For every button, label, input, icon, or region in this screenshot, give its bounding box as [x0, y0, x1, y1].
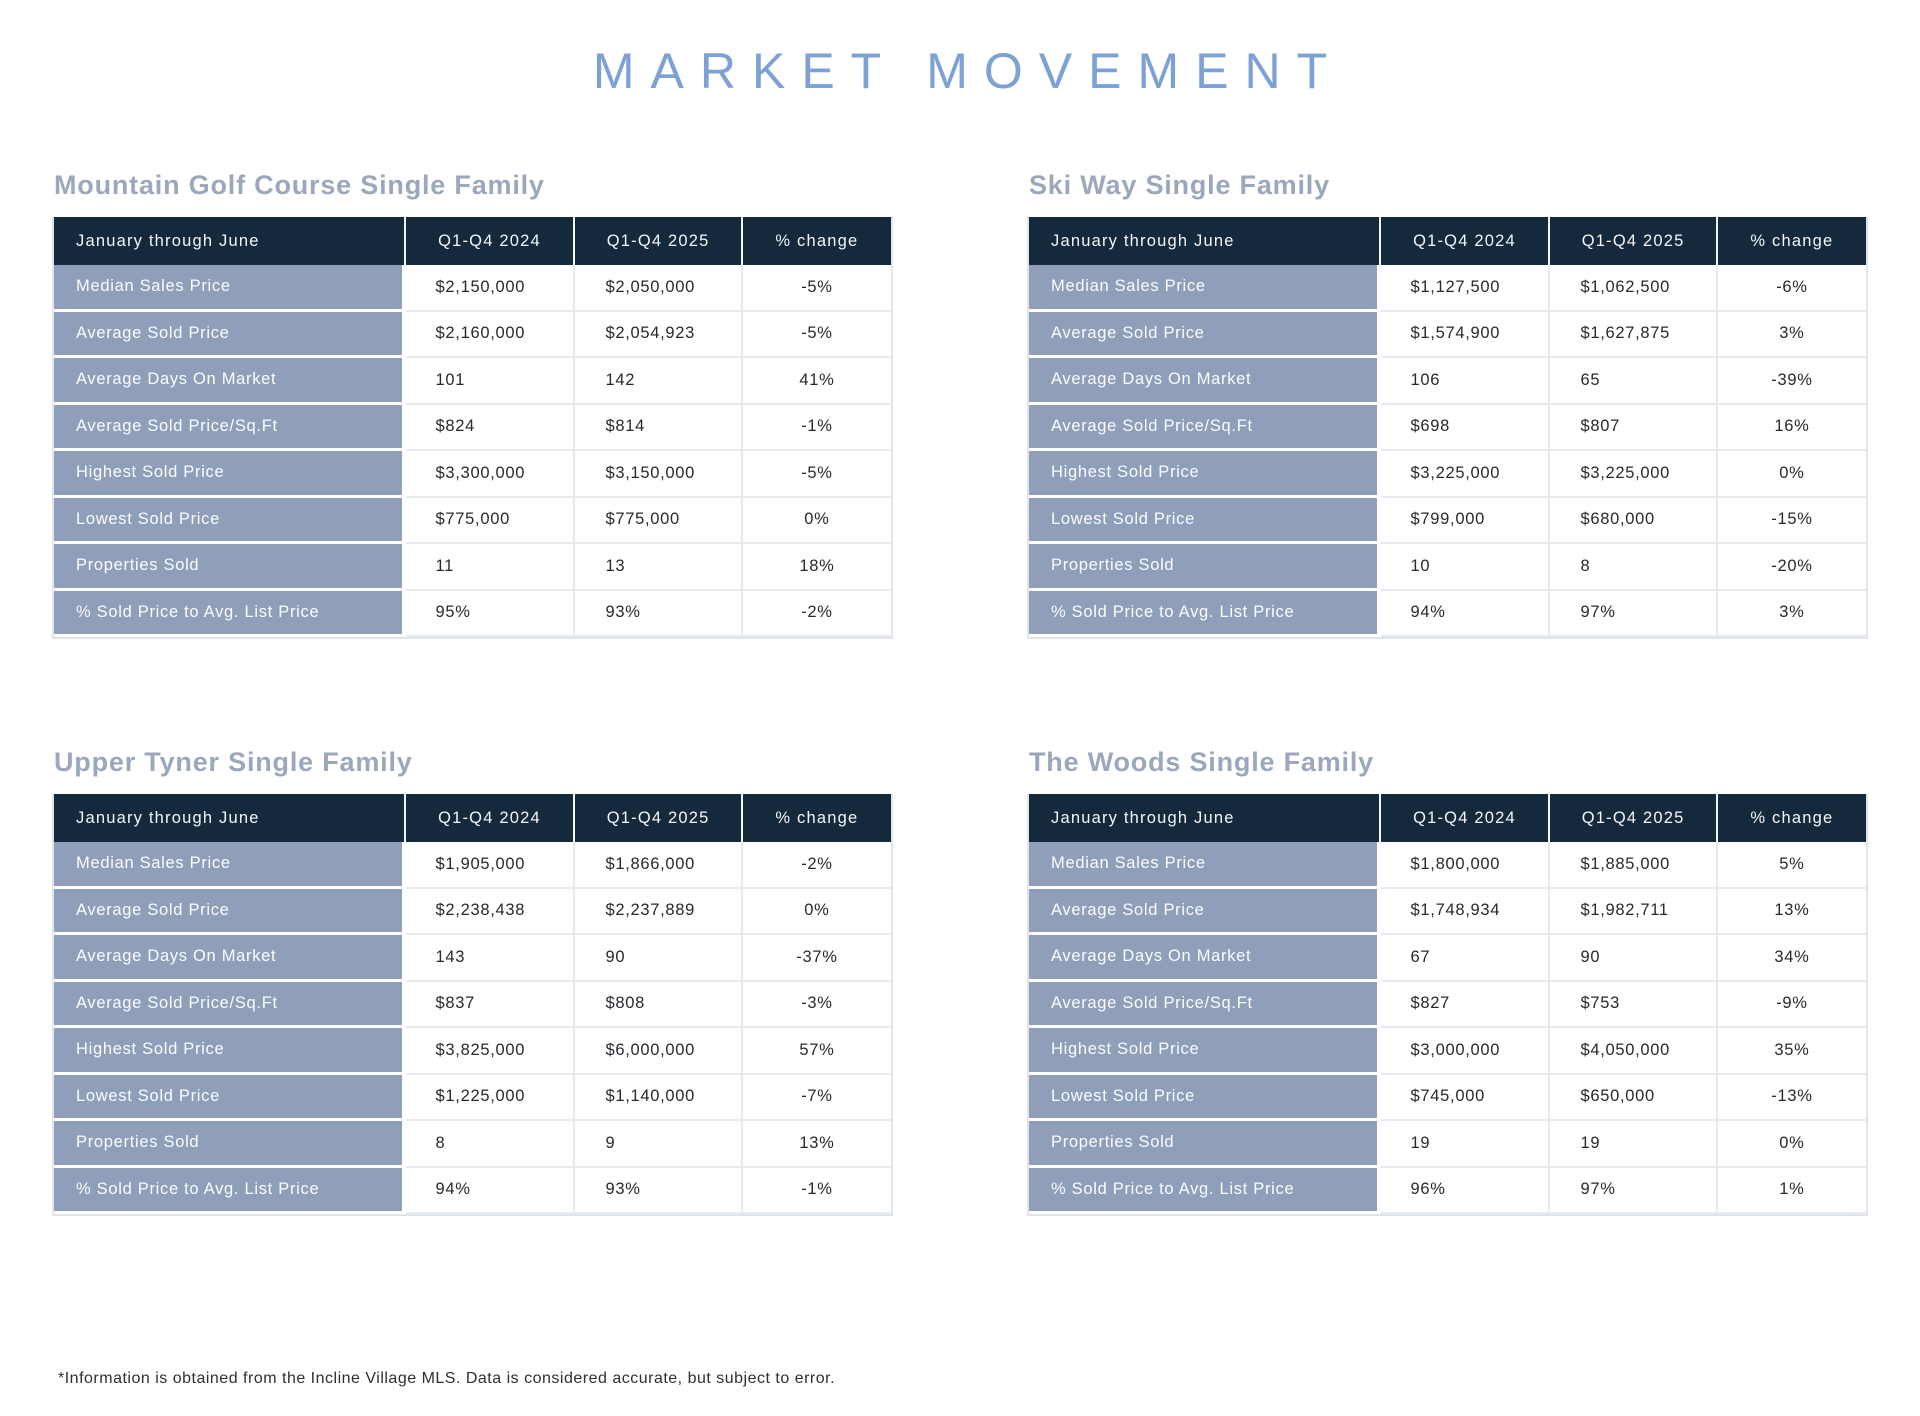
row-label-cell: Highest Sold Price	[1029, 451, 1381, 498]
table-row	[1029, 265, 1866, 312]
value-2025-cell: 90	[1550, 935, 1717, 982]
row-label-cell: Properties Sold	[1029, 1121, 1381, 1168]
value-2024-cell: 143	[406, 935, 576, 982]
value-2025-cell: 93%	[575, 591, 742, 638]
pct-change-cell: 1%	[1718, 1168, 1866, 1215]
value-2024-cell: $2,238,438	[406, 889, 576, 936]
table-row	[54, 982, 891, 1029]
value-2025-cell: 142	[575, 358, 742, 405]
value-2024-cell: $3,225,000	[1381, 451, 1551, 498]
row-label-cell: Average Days On Market	[54, 935, 406, 982]
pct-change-cell: 0%	[743, 889, 891, 936]
value-2024-cell: $1,800,000	[1381, 842, 1551, 889]
row-label-cell: Properties Sold	[1029, 544, 1381, 591]
value-2024-cell: 106	[1381, 358, 1551, 405]
row-label-cell: Average Days On Market	[1029, 935, 1381, 982]
pct-change-cell: 57%	[743, 1028, 891, 1075]
row-label-cell: Median Sales Price	[1029, 265, 1381, 312]
table-row	[54, 1075, 891, 1122]
table-row	[54, 265, 891, 312]
row-label-cell: Average Sold Price	[1029, 889, 1381, 936]
value-2025-cell: $1,885,000	[1550, 842, 1717, 889]
table-row	[1029, 1028, 1866, 1075]
row-label-cell: Average Sold Price	[54, 889, 406, 936]
value-2025-cell: $1,062,500	[1550, 265, 1717, 312]
row-label-cell: Properties Sold	[54, 544, 406, 591]
pct-change-cell: -5%	[743, 451, 891, 498]
value-2024-cell: 94%	[406, 1168, 576, 1215]
value-2025-cell: 90	[575, 935, 742, 982]
pct-change-cell: 35%	[1718, 1028, 1866, 1075]
table-row	[54, 1028, 891, 1075]
table-header-row	[54, 217, 891, 265]
pct-change-cell: -15%	[1718, 498, 1866, 545]
value-2025-cell: $650,000	[1550, 1075, 1717, 1122]
pct-change-cell: -5%	[743, 265, 891, 312]
pct-change-cell: 0%	[1718, 451, 1866, 498]
row-label-cell: Highest Sold Price	[54, 1028, 406, 1075]
table-row	[54, 935, 891, 982]
pct-change-cell: -2%	[743, 591, 891, 638]
pct-change-cell: -13%	[1718, 1075, 1866, 1122]
row-label-cell: % Sold Price to Avg. List Price	[1029, 1168, 1381, 1215]
value-2025-cell: $1,982,711	[1550, 889, 1717, 936]
value-2024-cell: 94%	[1381, 591, 1551, 638]
value-2025-cell: 19	[1550, 1121, 1717, 1168]
value-2024-cell: $1,225,000	[406, 1075, 576, 1122]
section-heading: Upper Tyner Single Family	[54, 747, 413, 777]
data-table	[1027, 794, 1868, 1216]
data-table	[52, 794, 893, 1216]
column-header-2025: Q1-Q4 2025	[575, 217, 742, 265]
value-2025-cell: 93%	[575, 1168, 742, 1215]
table-header-row	[1029, 794, 1866, 842]
value-2025-cell: $6,000,000	[575, 1028, 742, 1075]
value-2024-cell: $3,000,000	[1381, 1028, 1551, 1075]
table-section-ski-way	[1027, 170, 1868, 639]
row-label-cell: Median Sales Price	[54, 265, 406, 312]
value-2025-cell: $1,627,875	[1550, 312, 1717, 359]
pct-change-cell: -6%	[1718, 265, 1866, 312]
table-row	[1029, 451, 1866, 498]
column-header-period: January through June	[54, 794, 406, 842]
value-2024-cell: 67	[1381, 935, 1551, 982]
value-2024-cell: $1,574,900	[1381, 312, 1551, 359]
value-2024-cell: 10	[1381, 544, 1551, 591]
value-2024-cell: $799,000	[1381, 498, 1551, 545]
table-row	[1029, 591, 1866, 638]
value-2025-cell: $4,050,000	[1550, 1028, 1717, 1075]
pct-change-cell: -9%	[1718, 982, 1866, 1029]
value-2025-cell: $3,150,000	[575, 451, 742, 498]
row-label-cell: Average Sold Price/Sq.Ft	[54, 982, 406, 1029]
pct-change-cell: 13%	[743, 1121, 891, 1168]
value-2024-cell: 8	[406, 1121, 576, 1168]
value-2025-cell: 13	[575, 544, 742, 591]
value-2024-cell: $1,748,934	[1381, 889, 1551, 936]
value-2025-cell: 97%	[1550, 591, 1717, 638]
column-header-change: % change	[1718, 217, 1866, 265]
table-row	[1029, 889, 1866, 936]
value-2025-cell: $3,225,000	[1550, 451, 1717, 498]
pct-change-cell: -20%	[1718, 544, 1866, 591]
table-row	[1029, 358, 1866, 405]
pct-change-cell: 5%	[1718, 842, 1866, 889]
column-header-period: January through June	[1029, 217, 1381, 265]
row-label-cell: Average Sold Price/Sq.Ft	[54, 405, 406, 452]
value-2024-cell: 96%	[1381, 1168, 1551, 1215]
value-2025-cell: $1,140,000	[575, 1075, 742, 1122]
value-2025-cell: $2,054,923	[575, 312, 742, 359]
row-label-cell: % Sold Price to Avg. List Price	[1029, 591, 1381, 638]
value-2024-cell: 19	[1381, 1121, 1551, 1168]
table-row	[54, 358, 891, 405]
value-2024-cell: $3,825,000	[406, 1028, 576, 1075]
table-row	[54, 1168, 891, 1215]
data-table	[52, 217, 893, 639]
column-header-period: January through June	[1029, 794, 1381, 842]
column-header-period: January through June	[54, 217, 406, 265]
value-2024-cell: 95%	[406, 591, 576, 638]
row-label-cell: Median Sales Price	[1029, 842, 1381, 889]
value-2024-cell: 11	[406, 544, 576, 591]
pct-change-cell: -39%	[1718, 358, 1866, 405]
pct-change-cell: 3%	[1718, 312, 1866, 359]
page-title: MARKET MOVEMENT	[592, 43, 1344, 99]
pct-change-cell: 13%	[1718, 889, 1866, 936]
table-row	[1029, 1121, 1866, 1168]
row-label-cell: Average Sold Price	[54, 312, 406, 359]
table-section-upper-tyner	[52, 747, 893, 1216]
pct-change-cell: 41%	[743, 358, 891, 405]
column-header-2025: Q1-Q4 2025	[1550, 794, 1717, 842]
table-row	[1029, 935, 1866, 982]
column-header-2024: Q1-Q4 2024	[1381, 794, 1551, 842]
value-2025-cell: 65	[1550, 358, 1717, 405]
value-2024-cell: $837	[406, 982, 576, 1029]
table-row	[1029, 498, 1866, 545]
pct-change-cell: -37%	[743, 935, 891, 982]
row-label-cell: Average Days On Market	[1029, 358, 1381, 405]
row-label-cell: % Sold Price to Avg. List Price	[54, 591, 406, 638]
row-label-cell: Average Days On Market	[54, 358, 406, 405]
section-heading: Ski Way Single Family	[1029, 170, 1330, 200]
row-label-cell: Properties Sold	[54, 1121, 406, 1168]
row-label-cell: Average Sold Price/Sq.Ft	[1029, 405, 1381, 452]
table-row	[1029, 982, 1866, 1029]
section-heading: Mountain Golf Course Single Family	[54, 170, 545, 200]
value-2024-cell: $1,127,500	[1381, 265, 1551, 312]
value-2024-cell: $775,000	[406, 498, 576, 545]
pct-change-cell: -1%	[743, 405, 891, 452]
value-2024-cell: $824	[406, 405, 576, 452]
value-2025-cell: $680,000	[1550, 498, 1717, 545]
table-row	[54, 591, 891, 638]
value-2024-cell: $3,300,000	[406, 451, 576, 498]
table-header-row	[1029, 217, 1866, 265]
section-heading: The Woods Single Family	[1029, 747, 1374, 777]
value-2025-cell: 8	[1550, 544, 1717, 591]
column-header-change: % change	[743, 217, 891, 265]
table-section-the-woods	[1027, 747, 1868, 1216]
table-row	[54, 1121, 891, 1168]
pct-change-cell: 34%	[1718, 935, 1866, 982]
column-header-2025: Q1-Q4 2025	[575, 794, 742, 842]
value-2025-cell: 97%	[1550, 1168, 1717, 1215]
row-label-cell: Lowest Sold Price	[1029, 1075, 1381, 1122]
value-2025-cell: $2,237,889	[575, 889, 742, 936]
pct-change-cell: 0%	[743, 498, 891, 545]
table-row	[54, 889, 891, 936]
value-2025-cell: $775,000	[575, 498, 742, 545]
table-section-mountain-golf-course	[52, 170, 893, 639]
value-2025-cell: 9	[575, 1121, 742, 1168]
table-row	[54, 842, 891, 889]
row-label-cell: Lowest Sold Price	[54, 1075, 406, 1122]
table-row	[1029, 842, 1866, 889]
column-header-2024: Q1-Q4 2024	[406, 794, 576, 842]
row-label-cell: Median Sales Price	[54, 842, 406, 889]
value-2025-cell: $2,050,000	[575, 265, 742, 312]
column-header-change: % change	[743, 794, 891, 842]
table-row	[54, 544, 891, 591]
value-2024-cell: 101	[406, 358, 576, 405]
table-row	[54, 405, 891, 452]
pct-change-cell: 16%	[1718, 405, 1866, 452]
table-row	[54, 312, 891, 359]
value-2024-cell: $827	[1381, 982, 1551, 1029]
value-2024-cell: $1,905,000	[406, 842, 576, 889]
row-label-cell: Highest Sold Price	[54, 451, 406, 498]
pct-change-cell: 18%	[743, 544, 891, 591]
column-header-2024: Q1-Q4 2024	[1381, 217, 1551, 265]
value-2024-cell: $2,160,000	[406, 312, 576, 359]
column-header-2025: Q1-Q4 2025	[1550, 217, 1717, 265]
row-label-cell: Highest Sold Price	[1029, 1028, 1381, 1075]
table-row	[1029, 1075, 1866, 1122]
row-label-cell: Lowest Sold Price	[1029, 498, 1381, 545]
value-2025-cell: $808	[575, 982, 742, 1029]
table-row	[1029, 312, 1866, 359]
value-2025-cell: $807	[1550, 405, 1717, 452]
tables-grid	[0, 170, 1920, 1216]
pct-change-cell: -7%	[743, 1075, 891, 1122]
table-row	[1029, 405, 1866, 452]
pct-change-cell: -5%	[743, 312, 891, 359]
table-row	[1029, 1168, 1866, 1215]
row-label-cell: Lowest Sold Price	[54, 498, 406, 545]
row-label-cell: % Sold Price to Avg. List Price	[54, 1168, 406, 1215]
pct-change-cell: 0%	[1718, 1121, 1866, 1168]
column-header-2024: Q1-Q4 2024	[406, 217, 576, 265]
pct-change-cell: -2%	[743, 842, 891, 889]
table-header-row	[54, 794, 891, 842]
row-label-cell: Average Sold Price/Sq.Ft	[1029, 982, 1381, 1029]
value-2024-cell: $745,000	[1381, 1075, 1551, 1122]
pct-change-cell: 3%	[1718, 591, 1866, 638]
pct-change-cell: -3%	[743, 982, 891, 1029]
value-2025-cell: $814	[575, 405, 742, 452]
column-header-change: % change	[1718, 794, 1866, 842]
table-row	[1029, 544, 1866, 591]
pct-change-cell: -1%	[743, 1168, 891, 1215]
table-row	[54, 498, 891, 545]
table-row	[54, 451, 891, 498]
value-2025-cell: $753	[1550, 982, 1717, 1029]
value-2024-cell: $698	[1381, 405, 1551, 452]
footnote: *Information is obtained from the Incline Village MLS. Data is considered accurate, but subject to error.	[58, 1370, 836, 1387]
value-2025-cell: $1,866,000	[575, 842, 742, 889]
value-2024-cell: $2,150,000	[406, 265, 576, 312]
row-label-cell: Average Sold Price	[1029, 312, 1381, 359]
data-table	[1027, 217, 1868, 639]
